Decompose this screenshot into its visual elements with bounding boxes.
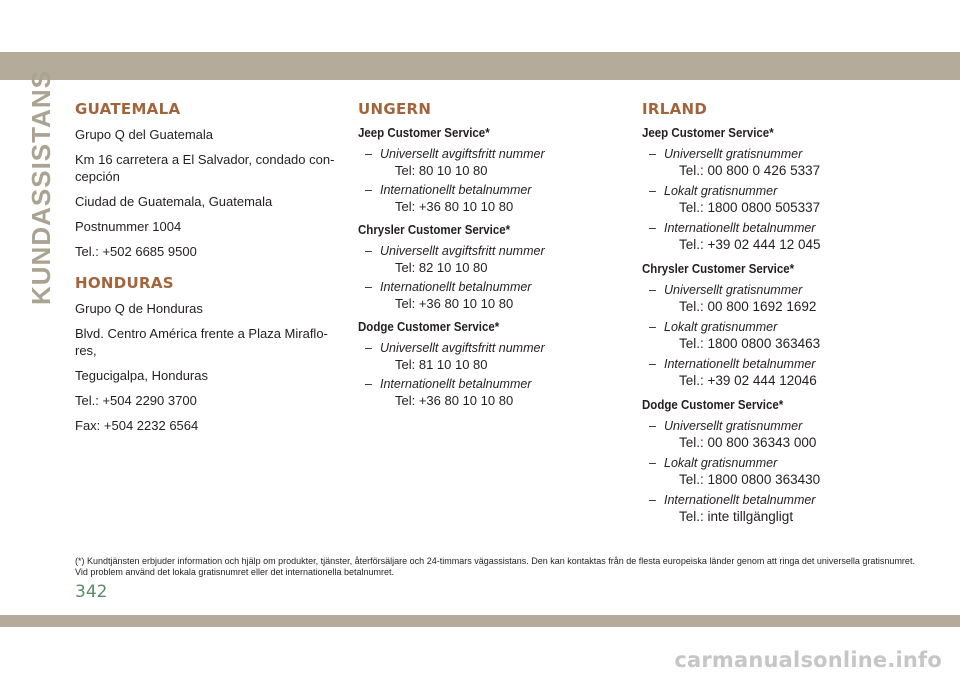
dash: – [649,456,656,470]
guatemala-line: Tel.: +502 6685 9500 [75,244,197,259]
section-sidebar [24,70,58,305]
heading-irland: IRLAND [642,100,708,118]
phone-number: Tel.: 1800 0800 363463 [679,336,821,351]
number-type: Universellt gratisnummer [664,419,803,433]
contact-entry [358,146,608,215]
watermark: carmanualsonline.info [674,648,942,672]
dash: – [365,341,372,355]
honduras-line: Tegucigalpa, Honduras [75,368,208,383]
phone-number: Tel.: +39 02 444 12046 [679,373,817,388]
honduras-line: Grupo Q de Honduras [75,301,203,316]
guatemala-line: Km 16 carretera a El Salvador, condado con-cepción [75,152,335,184]
phone-number: Tel.: inte tillgängligt [679,509,794,524]
dash: – [649,320,656,334]
service-name: Chrysler Customer Service* [642,262,795,276]
page-number: 342 [75,582,108,602]
number-type: Universellt avgiftsfritt nummer [380,147,545,161]
honduras-line: Blvd. Centro América frente a Plaza Miraflo-res, [75,326,328,358]
number-type: Internationellt betalnummer [380,280,532,294]
phone-number: Tel: 81 10 10 80 [395,357,488,372]
dash: – [649,184,656,198]
service-name: Dodge Customer Service* [358,320,500,334]
dash: – [649,357,656,371]
phone-number: Tel: 80 10 10 80 [395,163,488,178]
contact-entry [642,418,912,526]
number-type: Internationellt betalnummer [664,357,816,371]
footnote: (*) Kundtjänsten erbjuder information och hjälp om produkter, tjänster, återförsäljare och 24-timmars vägassistans. Den kan kontaktas från de flesta europeiska länder genom att ringa det universella gratisnumret. Vid problem använd det lokala gratisnumret eller det internationella betalnumret. [75,556,915,577]
number-type: Lokalt gratisnummer [664,320,778,334]
number-type: Universellt avgiftsfritt nummer [380,244,545,258]
bottom-band [0,615,960,627]
heading-guatemala: GUATEMALA [75,100,181,118]
guatemala-line: Grupo Q del Guatemala [75,127,214,142]
dash: – [365,183,372,197]
phone-number: Tel.: +39 02 444 12 045 [679,237,821,252]
heading-ungern: UNGERN [358,100,432,118]
phone-number: Tel: +36 80 10 10 80 [395,296,514,311]
number-type: Internationellt betalnummer [664,493,816,507]
dash: – [365,280,372,294]
heading-honduras: HONDURAS [75,274,174,292]
number-type: Lokalt gratisnummer [664,184,778,198]
service-name: Jeep Customer Service* [358,126,490,140]
contact-entry [642,282,912,390]
phone-number: Tel: 82 10 10 80 [395,260,488,275]
number-type: Internationellt betalnummer [664,221,816,235]
phone-number: Tel.: 00 800 0 426 5337 [679,163,821,178]
number-type: Internationellt betalnummer [380,377,532,391]
phone-number: Tel: +36 80 10 10 80 [395,393,514,408]
dash: – [365,377,372,391]
phone-number: Tel.: 1800 0800 505337 [679,200,821,215]
dash: – [649,283,656,297]
dash: – [649,147,656,161]
column-right [642,100,912,529]
number-type: Universellt gratisnummer [664,147,803,161]
honduras-line: Fax: +504 2232 6564 [75,418,199,433]
contact-entry [642,146,912,254]
number-type: Lokalt gratisnummer [664,456,778,470]
phone-number: Tel.: 00 800 36343 000 [679,435,817,450]
guatemala-line: Postnummer 1004 [75,219,182,234]
dash: – [365,244,372,258]
dash: – [649,221,656,235]
number-type: Universellt gratisnummer [664,283,803,297]
column-left [75,100,345,442]
honduras-line: Tel.: +504 2290 3700 [75,393,197,408]
service-name: Dodge Customer Service* [642,398,784,412]
phone-number: Tel: +36 80 10 10 80 [395,199,514,214]
phone-number: Tel.: 00 800 1692 1692 [679,299,817,314]
service-name: Chrysler Customer Service* [358,223,511,237]
dash: – [365,147,372,161]
phone-number: Tel.: 1800 0800 363430 [679,472,821,487]
sidebar-label: KUNDASSISTANS [25,70,56,305]
service-name: Jeep Customer Service* [642,126,774,140]
number-type: Universellt avgiftsfritt nummer [380,341,545,355]
contact-entry [358,243,608,312]
dash: – [649,419,656,433]
dash: – [649,493,656,507]
column-middle [358,100,608,412]
contact-entry [358,340,608,409]
number-type: Internationellt betalnummer [380,183,532,197]
guatemala-line: Ciudad de Guatemala, Guatemala [75,194,273,209]
top-band [0,52,960,80]
